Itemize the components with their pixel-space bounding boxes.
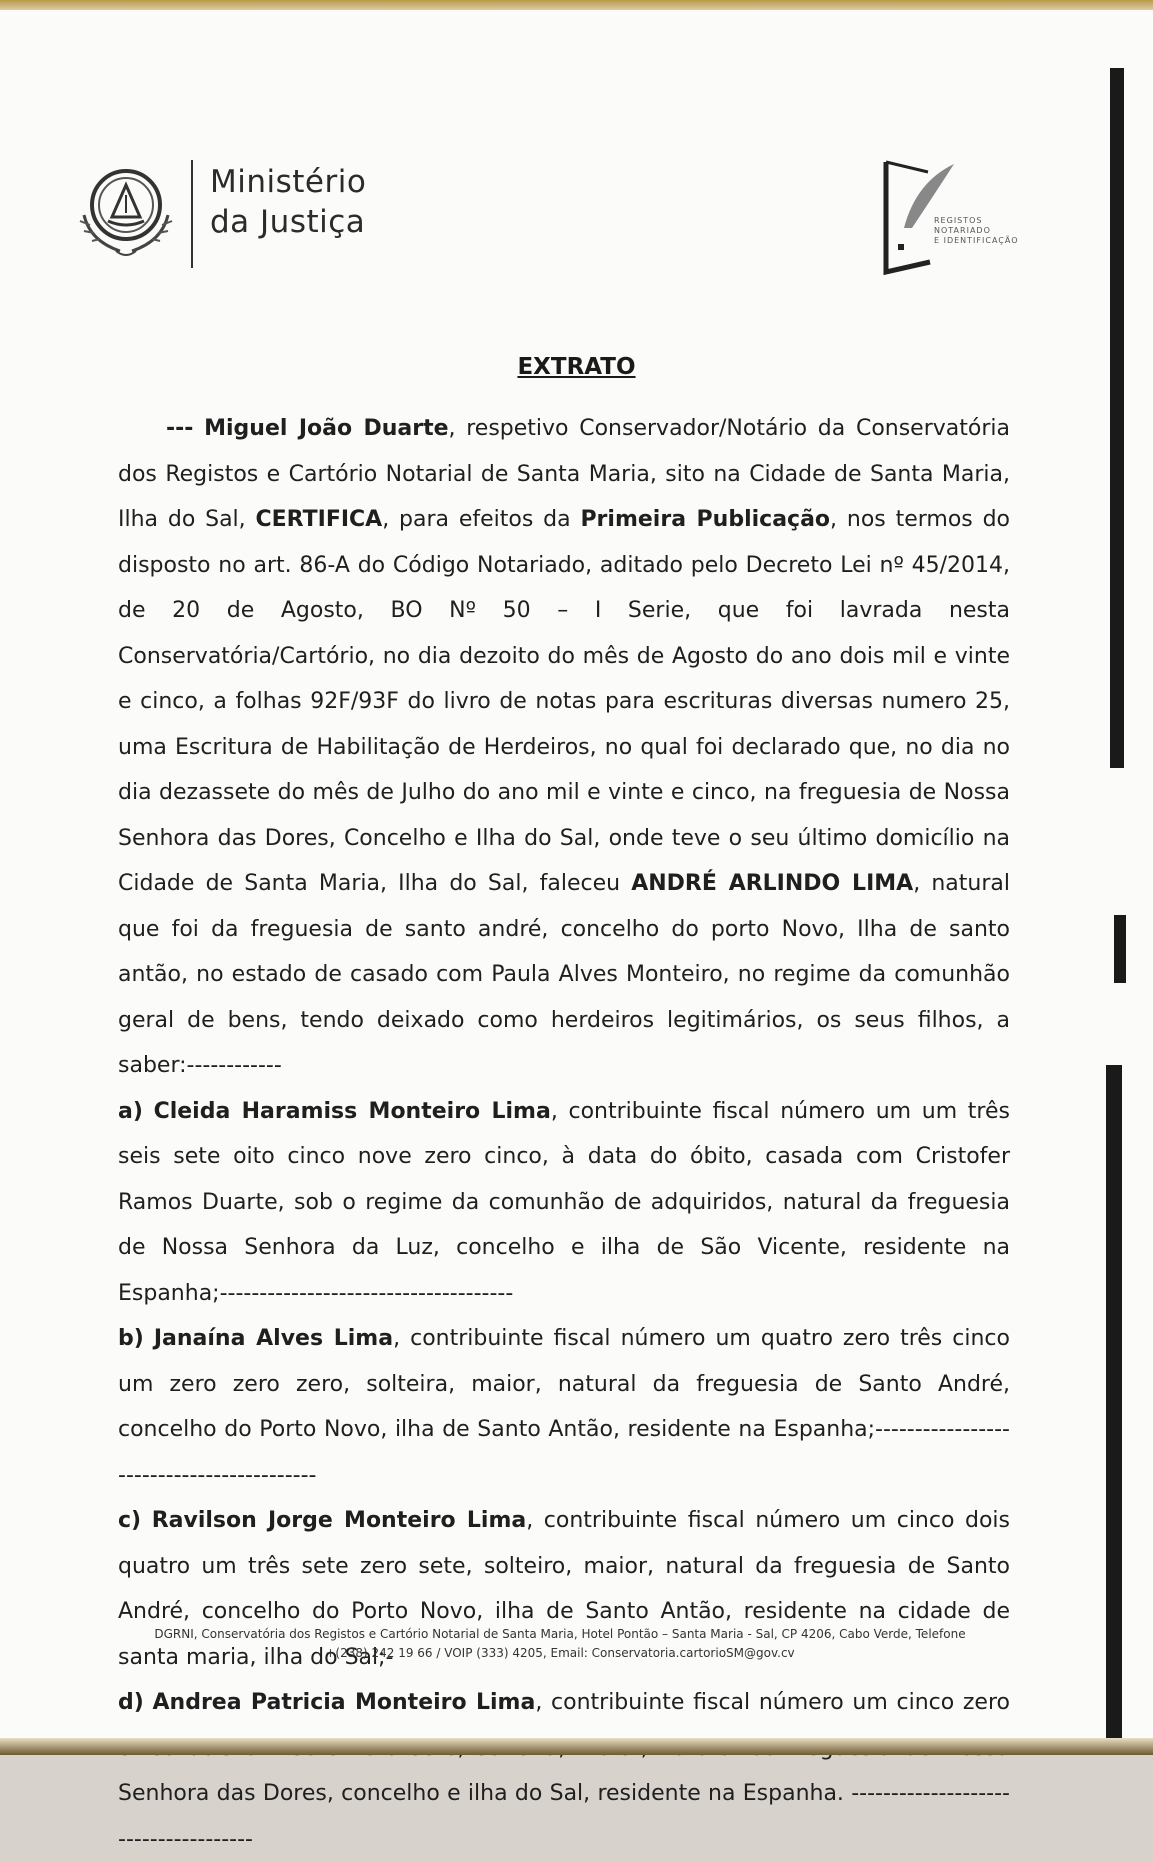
heir-letter: b): [118, 1326, 144, 1351]
heir-details: , contribuinte fiscal número um cinco dois quatro um três sete zero sete, solteiro, maior, natural da freguesia de Santo André, concelho do Porto Novo, ilha de Santo Antão, residente na cidade de santa maria, ilha do Sal;-: [118, 1508, 1010, 1670]
ministry-name-line2: da Justiça: [210, 204, 366, 240]
heir-name: Cleida Haramiss Monteiro Lima: [153, 1098, 551, 1124]
heir-item: [118, 1316, 1010, 1498]
heir-item: [118, 1680, 1010, 1862]
cabo-verde-coat-of-arms-icon: [70, 155, 182, 267]
deed-details: , nos termos do disposto no art. 86-A do Código Notariado, aditado pelo Decreto Lei nº 45/2014, de 20 de Agosto, BO Nº 50 – I Serie, que foi lavrada nesta Conservatória/Cartório, no dia dezoito do mês de Agosto do ano dois mil e vinte e cinco, a folhas 92F/93F do livro de notas para escrituras diversas numero 25, uma Escritura de Habilitação de Herdeiros, no qual foi declarado que, no dia no dia dezassete do mês de Julho do ano mil e vinte e cinco, na freguesia de Nossa Senhora das Dores, Concelho e Ilha do Sal, onde teve o seu último domicílio na Cidade de Santa Maria, Ilha do Sal, faleceu: [118, 507, 1010, 896]
registry-logo-text-line: E IDENTIFICAÇÃO: [934, 236, 1019, 245]
notary-name: Miguel João Duarte: [204, 416, 449, 441]
heir-name: Ravilson Jorge Monteiro Lima: [151, 1508, 527, 1533]
heir-details: , contribuinte fiscal número um um três seis sete oito cinco nove zero cinco, à data do óbito, casada com Cristofer Ramos Duarte, sob o regime da comunhão de adquiridos, natural da freguesia de Nossa Senhora da Luz, concelho e ilha de São Vicente, residente na Espanha;-------------------------------------: [118, 1098, 1010, 1306]
purpose-text: , para efeitos da: [382, 507, 581, 532]
ministry-name: [210, 162, 366, 242]
document-footer: [90, 1625, 1030, 1663]
deceased-details: , natural que foi da freguesia de santo andré, concelho do porto Novo, Ilha de santo antão, no estado de casado com Paula Alves Monteiro, no regime da comunhão geral de bens, tendo deixado como herdeiros legitimários, os seus filhos, a saber:------------: [118, 871, 1010, 1078]
intro-paragraph: [118, 406, 1010, 1089]
scan-edge-shadow: [1106, 1065, 1122, 1745]
heir-item: [118, 1089, 1010, 1317]
publication-text: Primeira Publicação: [580, 507, 831, 532]
heir-name: Janaína Alves Lima: [153, 1326, 394, 1351]
heir-letter: c): [118, 1508, 142, 1533]
certifica-text: CERTIFICA: [255, 507, 383, 532]
heir-letter: d): [118, 1690, 144, 1715]
footer-address: DGRNI, Conservatória dos Registos e Cartório Notarial de Santa Maria, Hotel Pontão – Santa Maria - Sal, CP 4206, Cabo Verde, Telefone: [154, 1627, 966, 1641]
heir-details: , contribuinte fiscal número um quatro zero três cinco um zero zero zero, solteira, maior, natural da freguesia de Santo André, concelho do Porto Novo, ilha de Santo Antão, residente na Espanha;------------------------------------------: [118, 1326, 1010, 1488]
registry-logo-text-line: NOTARIADO: [934, 226, 991, 235]
heir-details: , contribuinte fiscal número um cinco zero Senhora das Dores, concelho e ilha do Sal, residente na Espanha. -------------------------------------: [118, 1690, 1010, 1852]
scan-edge-shadow: [1114, 915, 1126, 983]
registry-logo-text: [934, 216, 1019, 246]
intro-leader: ---: [166, 416, 194, 441]
document-title: EXTRATO: [517, 354, 636, 380]
notary-role: , respetivo Conservador/Notário da Conservatória dos Registos e Cartório Notarial de Santa Maria, sito na Cidade de Santa Maria, Ilha do Sal,: [118, 416, 1010, 532]
heir-name: Andrea Patricia Monteiro Lima: [152, 1690, 536, 1715]
deceased-name: ANDRÉ ARLINDO LIMA: [631, 871, 914, 896]
scan-edge-shadow: [1110, 68, 1124, 768]
header-divider: [191, 160, 193, 268]
scan-bottom-edge: [0, 1738, 1153, 1755]
heir-letter: a): [118, 1098, 143, 1124]
document-page: [0, 10, 1153, 1852]
ministry-name-line1: Ministério: [210, 164, 367, 200]
footer-contact: +(238) 242 19 66 / VOIP (333) 4205, Email: Conservatoria.cartorioSM@gov.cv: [325, 1646, 795, 1660]
registry-logo-text-line: REGISTOS: [934, 216, 983, 225]
